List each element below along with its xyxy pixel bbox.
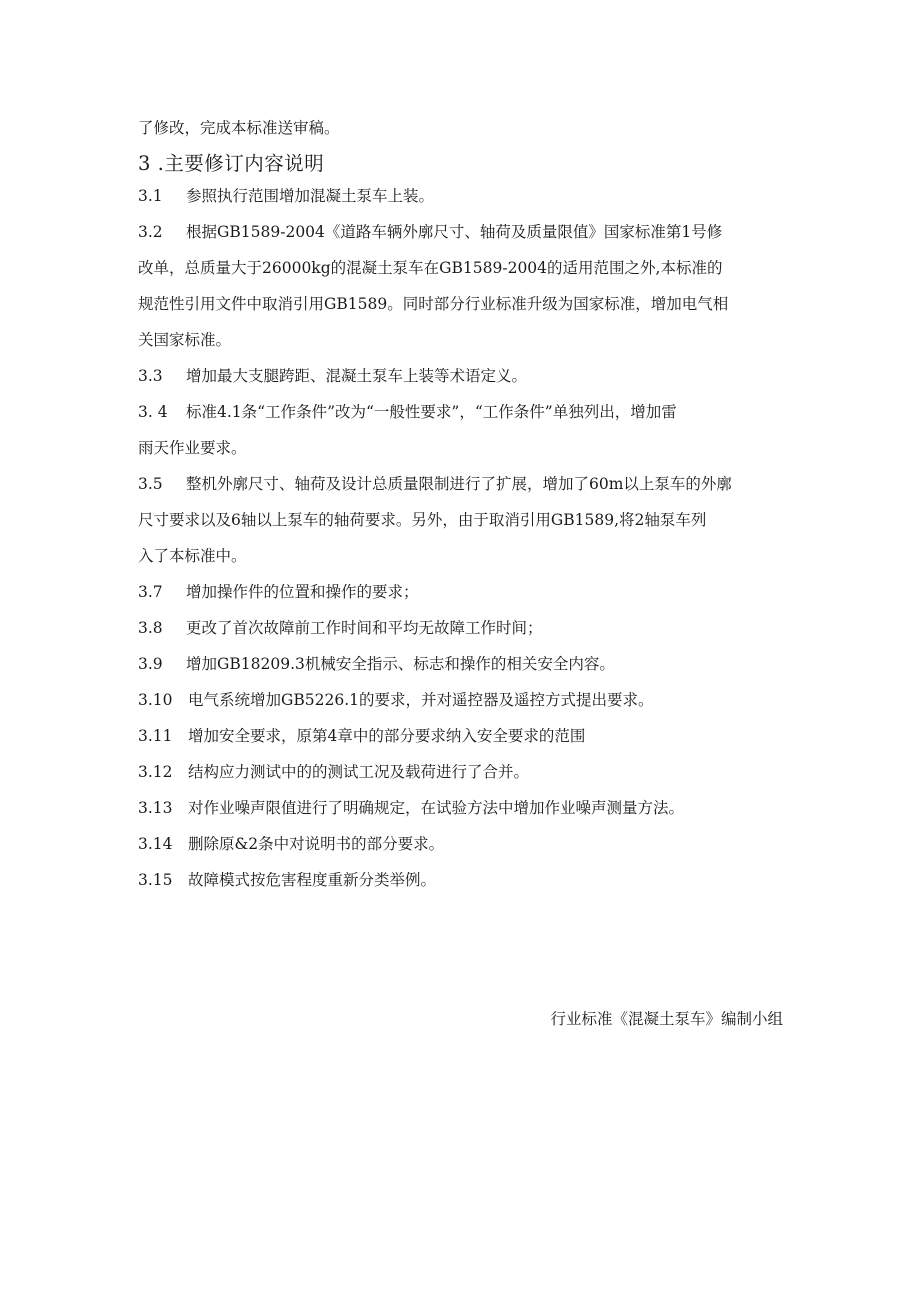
item-number: 3.3 <box>138 367 163 385</box>
item-number: 3. 4 <box>138 403 168 421</box>
item-text: 增加GB18209.3机械安全指示、标志和操作的相关安全内容。 <box>186 655 615 673</box>
item-text: 电气系统增加GB5226.1的要求，并对遥控器及遥控方式提出要求。 <box>188 691 654 709</box>
signature-line: 行业标准《混凝土泵车》编制小组 <box>550 1010 783 1028</box>
revision-item-3-15 <box>138 868 786 892</box>
item-text-continuation: 入了本标准中。 <box>138 547 247 565</box>
revision-item-3-14 <box>138 832 786 856</box>
item-text: 根据GB1589-2004《道路车辆外廓尺寸、轴荷及质量限值》国家标准第1号修 <box>186 223 723 241</box>
item-number: 3.9 <box>138 655 163 673</box>
item-text: 整机外廓尺寸、轴荷及设计总质量限制进行了扩展，增加了60m以上泵车的外廓 <box>186 475 732 493</box>
item-text: 参照执行范围增加混凝土泵车上装。 <box>186 187 435 205</box>
item-number: 3.12 <box>138 763 173 781</box>
revision-item-3-5 <box>138 472 786 568</box>
item-number: 3.11 <box>138 727 173 745</box>
item-number: 3.1 <box>138 187 163 205</box>
item-number: 3.5 <box>138 475 163 493</box>
item-number: 3.13 <box>138 799 173 817</box>
revision-item-3-12 <box>138 760 786 784</box>
revision-item-3-13 <box>138 796 786 820</box>
revision-item-3-7 <box>138 580 786 604</box>
item-text: 结构应力测试中的的测试工况及载荷进行了合并。 <box>188 763 530 781</box>
item-number: 3.15 <box>138 871 173 889</box>
revision-item-3-8 <box>138 616 786 640</box>
revision-item-3-1 <box>138 184 786 208</box>
intro-paragraph: 了修改，完成本标准送审稿。 <box>138 119 340 137</box>
item-text-continuation: 尺寸要求以及6轴以上泵车的轴荷要求。另外，由于取消引用GB1589,将2轴泵车列 <box>138 511 707 529</box>
item-text: 故障模式按危害程度重新分类举例。 <box>188 871 437 889</box>
revision-item-3-3 <box>138 364 786 388</box>
item-text-continuation: 规范性引用文件中取消引用GB1589。同时部分行业标准升级为国家标准，增加电气相 <box>138 295 729 313</box>
item-text: 对作业噪声限值进行了明确规定，在试验方法中增加作业噪声测量方法。 <box>188 799 685 817</box>
item-text: 增加操作件的位置和操作的要求； <box>186 583 419 601</box>
item-number: 3.7 <box>138 583 163 601</box>
revision-item-3-10 <box>138 688 786 712</box>
revision-item-3-9 <box>138 652 786 676</box>
revision-item-3-2 <box>138 220 786 352</box>
item-text-continuation: 改单，总质量大于26000kg的混凝土泵车在GB1589-2004的适用范围之外,本标准的 <box>138 259 723 277</box>
item-text: 增加最大支腿跨距、混凝土泵车上装等术语定义。 <box>186 367 528 385</box>
item-text: 删除原&2条中对说明书的部分要求。 <box>188 835 445 853</box>
item-text: 增加安全要求，原第4章中的部分要求纳入安全要求的范围 <box>188 727 586 745</box>
revision-item-3-11 <box>138 724 786 748</box>
section-heading: 3 .主要修订内容说明 <box>138 152 325 175</box>
item-text-continuation: 雨天作业要求。 <box>138 439 247 457</box>
item-text: 更改了首次故障前工作时间和平均无故障工作时间； <box>186 619 543 637</box>
item-number: 3.8 <box>138 619 163 637</box>
item-text: 标准4.1条“工作条件”改为“一般性要求”，“工作条件”单独列出，增加雷 <box>186 403 677 421</box>
item-number: 3.2 <box>138 223 163 241</box>
item-number: 3.14 <box>138 835 173 853</box>
revision-item-3-4 <box>138 400 786 460</box>
document-body <box>138 116 786 904</box>
item-text-continuation: 关国家标准。 <box>138 331 232 349</box>
item-number: 3.10 <box>138 691 173 709</box>
